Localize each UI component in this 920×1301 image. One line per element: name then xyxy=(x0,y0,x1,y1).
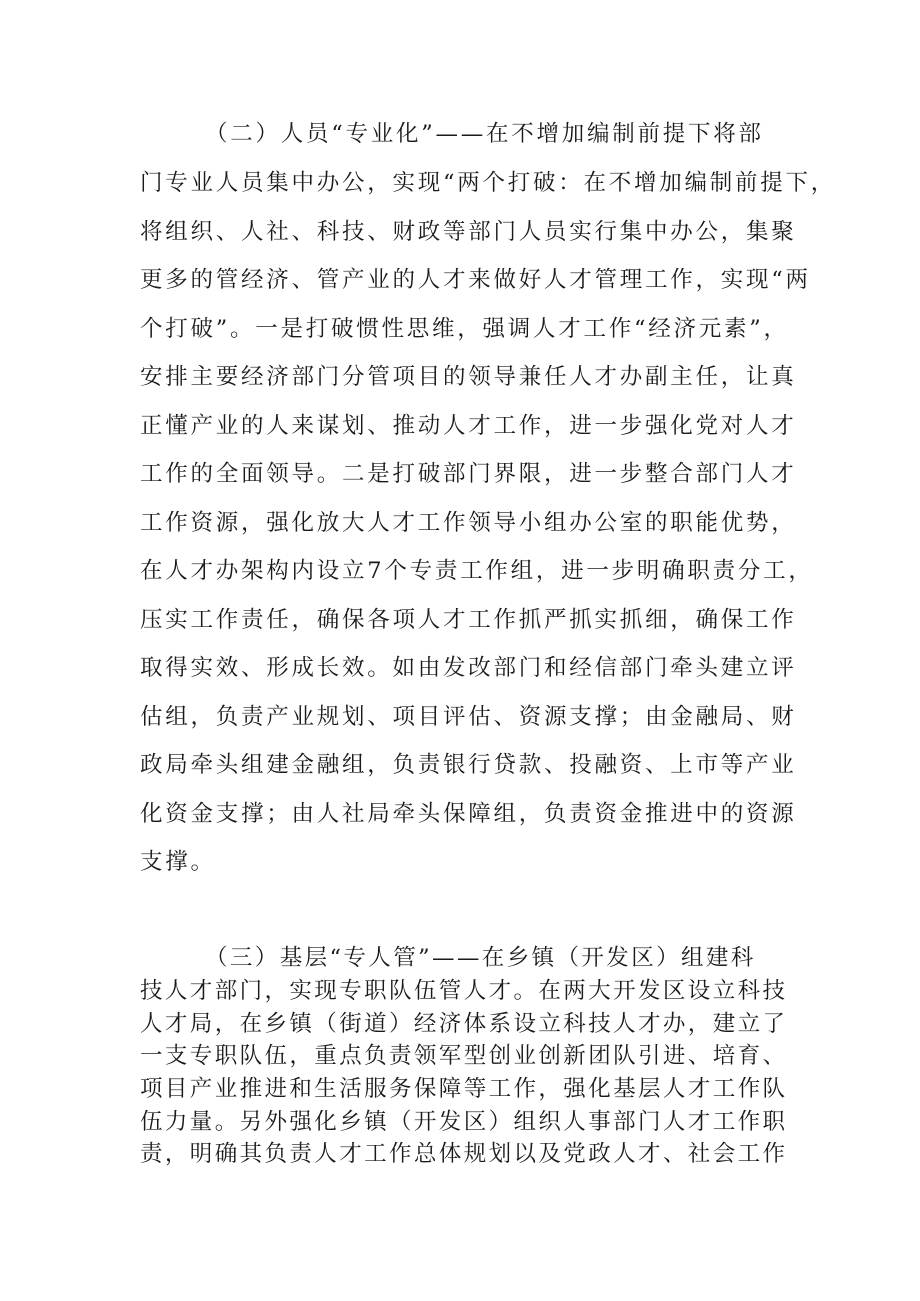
section-three-line: 责，明确其负责人才工作总体规划以及党政人才、社会工作 xyxy=(140,1141,788,1167)
section-two-line: 化资金支撑；由人社局牵头保障组，负责资金推进中的资源 xyxy=(140,801,797,827)
section-two-line: 门专业人员集中办公，实现“两个打破：在不增加编制前提下， xyxy=(140,170,837,196)
section-three-line: 一支专职队伍，重点负责领军型创业创新团队引进、培育、 xyxy=(140,1043,788,1069)
section-two-line: 估组，负责产业规划、项目评估、资源支撑；由金融局、财 xyxy=(140,704,797,730)
section-three-line: 项目产业推进和生活服务保障等工作，强化基层人才工作队 xyxy=(140,1076,788,1102)
section-two-line: 支撑。 xyxy=(140,849,216,875)
section-two-line: 个打破”。一是打破惯性思维，强调人才工作“经济元素”， xyxy=(140,316,789,342)
section-two-line: （二）人员“专业化”——在不增加编制前提下将部 xyxy=(205,121,764,147)
section-three-line: （三）基层“专人管”——在乡镇（开发区）组建科 xyxy=(205,945,756,971)
section-two-line: 取得实效、形成长效。如由发改部门和经信部门牵头建立评 xyxy=(140,655,797,681)
section-two-line: 工作资源，强化放大人才工作领导小组办公室的职能优势， xyxy=(140,510,797,536)
section-two-line: 工作的全面领导。二是打破部门界限，进一步整合部门人才 xyxy=(140,461,797,487)
section-two-line: 更多的管经济、管产业的人才来做好人才管理工作，实现“两 xyxy=(140,267,811,293)
section-two-line: 压实工作责任，确保各项人才工作抓严抓实抓细，确保工作 xyxy=(140,607,797,633)
section-two-line: 正懂产业的人来谋划、推动人才工作，进一步强化党对人才 xyxy=(140,413,797,439)
section-two-line: 安排主要经济部门分管项目的领导兼任人才办副主任，让真 xyxy=(140,364,797,390)
section-two-line: 政局牵头组建金融组，负责银行贷款、投融资、上市等产业 xyxy=(140,752,797,778)
section-three-line: 人才局，在乡镇（街道）经济体系设立科技人才办，建立了 xyxy=(140,1011,788,1037)
section-two-line: 在人才办架构内设立7个专责工作组，进一步明确职责分工， xyxy=(140,558,814,584)
section-two-line: 将组织、人社、科技、财政等部门人员实行集中办公，集聚 xyxy=(140,219,797,245)
section-three-line: 技人才部门，实现专职队伍管人才。在两大开发区设立科技 xyxy=(140,978,788,1004)
section-three-line: 伍力量。另外强化乡镇（开发区）组织人事部门人才工作职 xyxy=(140,1109,788,1135)
